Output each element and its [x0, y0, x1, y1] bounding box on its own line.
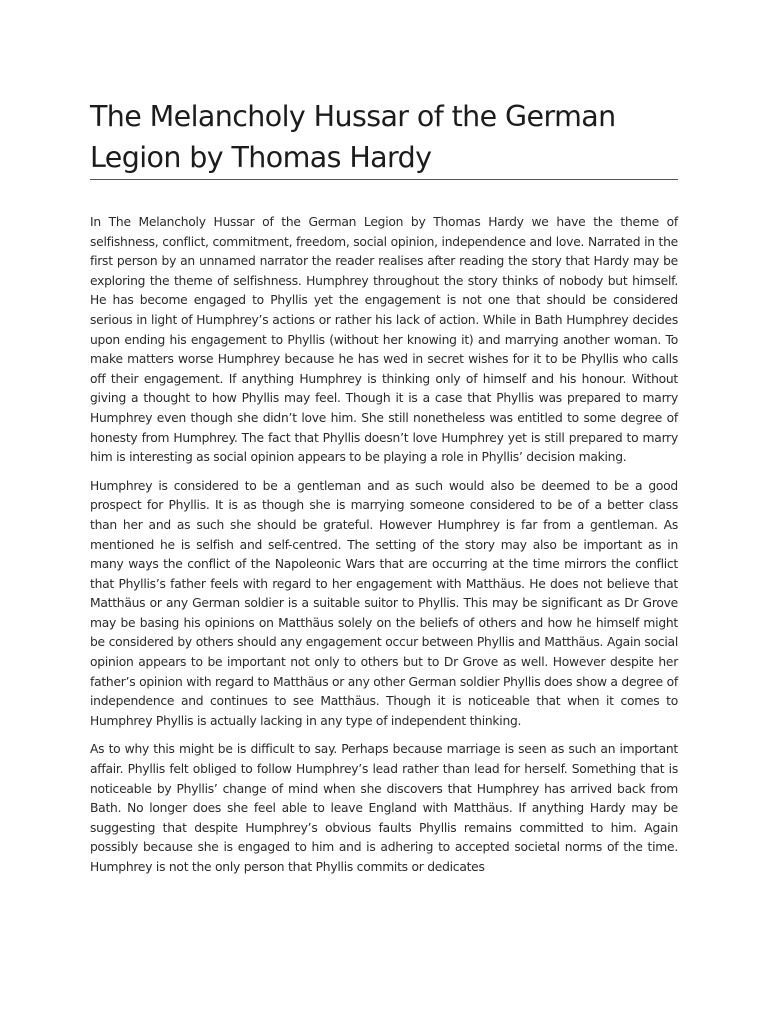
document-page	[90, 96, 678, 887]
document-body	[90, 213, 678, 878]
paragraph-2: Humphrey is considered to be a gentleman and as such would also be deemed to be a good prospect for Phyllis. It is as though she is marrying someone considered to be of a better class than her and as such she should be grateful. However Humphrey is far from a gentleman. As mentioned he is selfish and self-centred. The setting of the story may also be important as in many ways the conflict of the Napoleonic Wars that are occurring at the time mirrors the conflict that Phyllis’s father feels with regard to her engagement with Matthäus. He does not believe that Matthäus or any German soldier is a suitable suitor to Phyllis. This may be significant as Dr Grove may be basing his opinions on Matthäus solely on the beliefs of others and how he himself might be considered by others should any engagement occur between Phyllis and Matthäus. Again social opinion appears to be important not only to others but to Dr Grove as well. However despite her father’s opinion with regard to Matthäus or any other German soldier Phyllis does show a degree of independence and continues to see Matthäus. Though it is noticeable that when it comes to Humphrey Phyllis is actually lacking in any type of independent thinking.	[90, 478, 678, 728]
paragraph-1: In The Melancholy Hussar of the German Legion by Thomas Hardy we have the theme of selfishness, conflict, commitment, freedom, social opinion, independence and love. Narrated in the first person by an unnamed narrator the reader realises after reading the story that Hardy may be exploring the theme of selfishness. Humphrey throughout the story thinks of nobody but himself. He has become engaged to Phyllis yet the engagement is not one that should be considered serious in light of Humphrey’s actions or rather his lack of action. While in Bath Humphrey decides upon ending his engagement to Phyllis (without her knowing it) and marrying another woman. To make matters worse Humphrey because he has wed in secret wishes for it to be Phyllis who calls off their engagement. If anything Humphrey is thinking only of himself and his honour. Without giving a thought to how Phyllis may feel. Though it is a case that Phyllis was prepared to marry Humphrey even though she didn’t love him. She still nonetheless was entitled to some degree of honesty from Humphrey. The fact that Phyllis doesn’t love Humphrey yet is still prepared to marry him is interesting as social opinion appears to be playing a role in Phyllis’ decision making.	[90, 215, 678, 465]
paragraph-3: As to why this might be is difficult to say. Perhaps because marriage is seen as such an important affair. Phyllis felt obliged to follow Humphrey’s lead rather than lead for herself. Something that is noticeable by Phyllis’ change of mind when she discovers that Humphrey has arrived back from Bath. No longer does she feel able to leave England with Matthäus. If anything Hardy may be suggesting that despite Humphrey’s obvious faults Phyllis remains committed to him. Again possibly because she is engaged to him and is adhering to accepted societal norms of the time. Humphrey is not the only person that Phyllis commits or dedicates	[90, 742, 678, 874]
document-title: The Melancholy Hussar of the German Legion by Thomas Hardy	[90, 96, 678, 180]
